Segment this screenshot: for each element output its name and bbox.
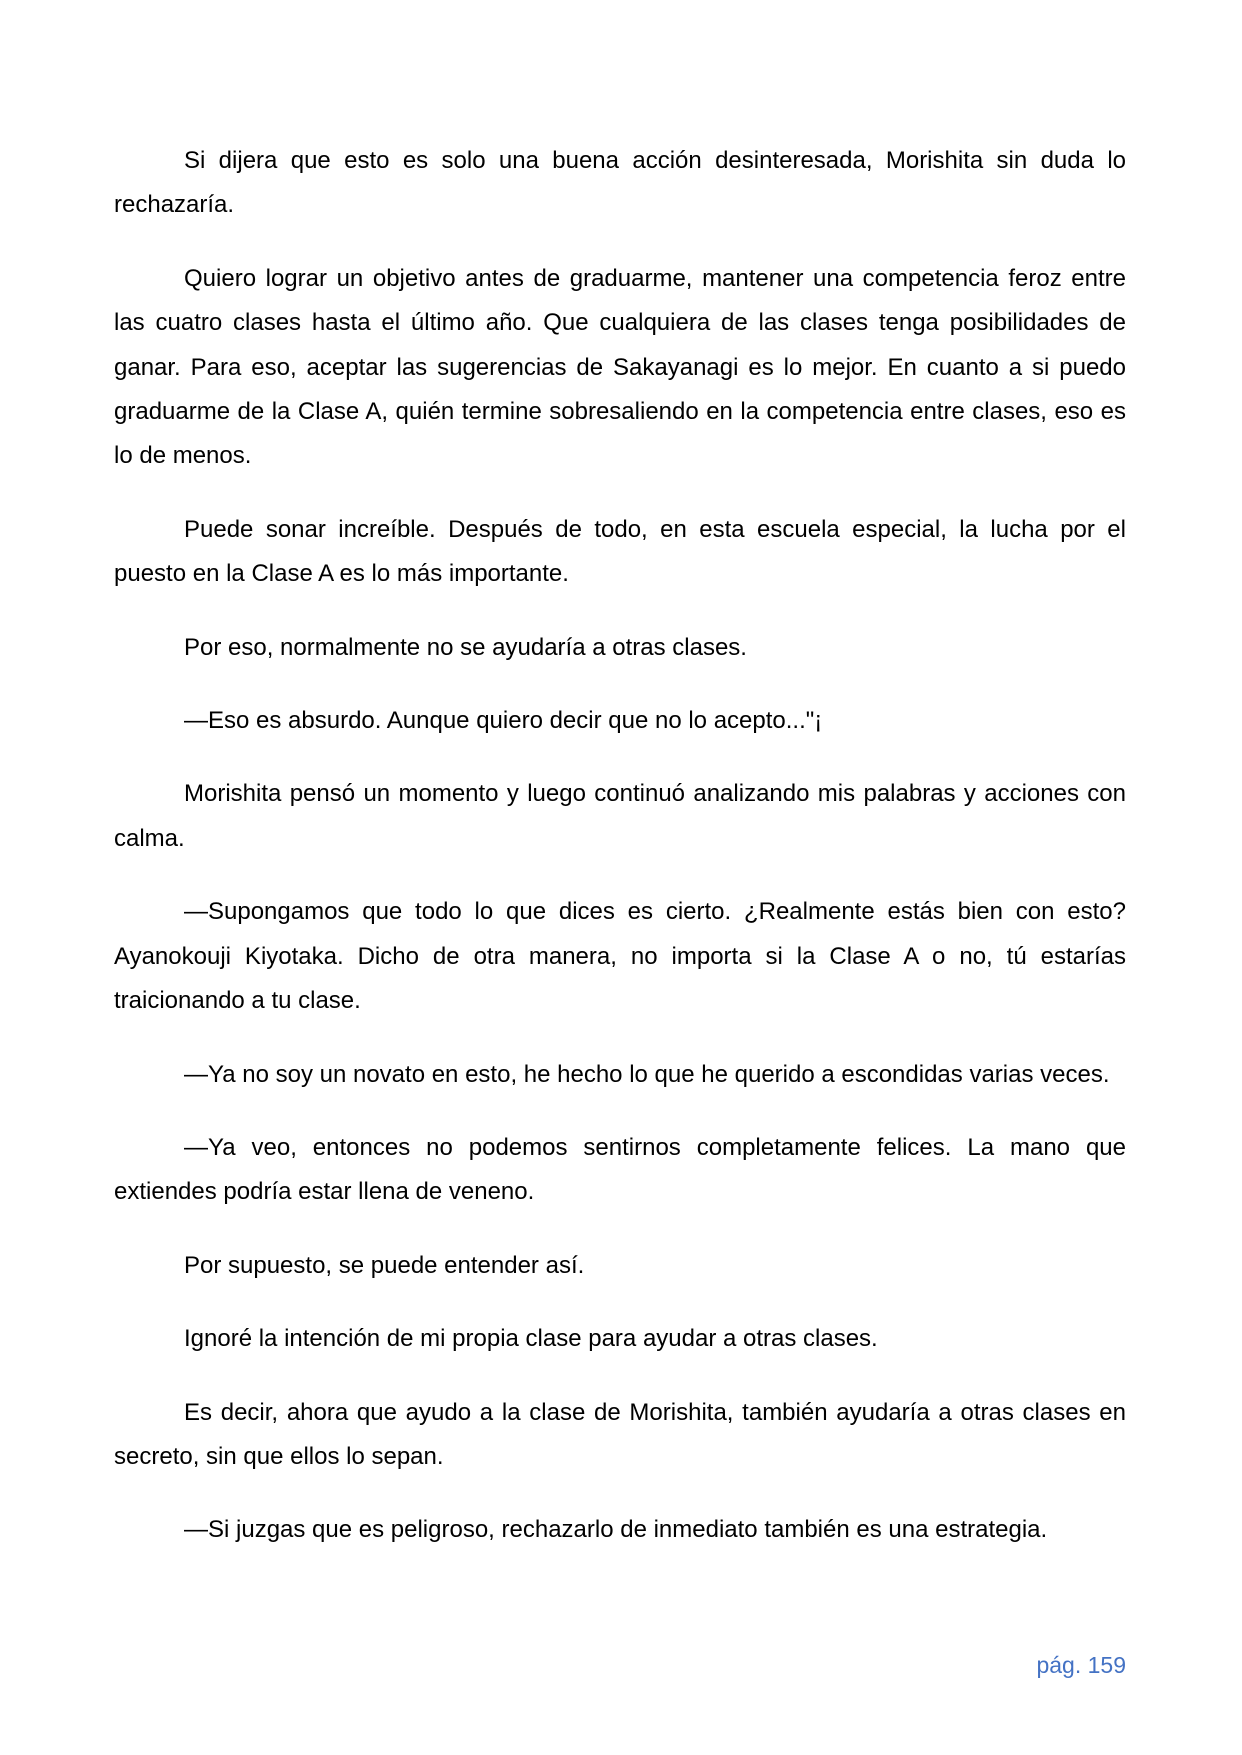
paragraph: Morishita pensó un momento y luego continuó analizando mis palabras y acciones con calma. — [114, 780, 1126, 852]
paragraph: —Eso es absurdo. Aunque quiero decir que no lo acepto..."¡ — [184, 707, 823, 735]
paragraph: Por supuesto, se puede entender así. — [184, 1251, 585, 1279]
paragraph: —Ya veo, entonces no podemos sentirnos completamente felices. La mano que extiendes podría estar llena de veneno. — [114, 1133, 1126, 1206]
paragraph: Por eso, normalmente no se ayudaría a otras clases. — [184, 633, 747, 661]
body-text — [114, 139, 1126, 1582]
paragraph: —Si juzgas que es peligroso, rechazarlo de inmediato también es una estrategia. — [184, 1516, 1048, 1544]
paragraph: Quiero lograr un objetivo antes de graduarme, mantener una competencia feroz entre las cuatro clases hasta el último año. Que cualquiera de las clases tenga posibilidades de ganar. Para eso, aceptar las sugerencias de Sakayanagi es lo mejor. En cuanto a si puedo graduarme de la Clase A, quién termine sobresaliendo en la competencia entre clases, eso es lo de menos. — [114, 264, 1126, 470]
paragraph: Si dijera que esto es solo una buena acción desinteresada, Morishita sin duda lo rechazaría. — [114, 147, 1126, 219]
paragraph: Es decir, ahora que ayudo a la clase de Morishita, también ayudaría a otras clases en secreto, sin que ellos lo sepan. — [114, 1398, 1126, 1470]
page-number: pág. 159 — [1036, 1652, 1126, 1678]
paragraph: —Supongamos que todo lo que dices es cierto. ¿Realmente estás bien con esto? Ayanokouji Kiyotaka. Dicho de otra manera, no importa si la Clase A o no, tú estarías traicionando a tu clase. — [114, 898, 1126, 1015]
paragraph: Puede sonar increíble. Después de todo, en esta escuela especial, la lucha por el puesto en la Clase A es lo más importante. — [114, 515, 1126, 588]
paragraph: Ignoré la intención de mi propia clase para ayudar a otras clases. — [184, 1325, 878, 1353]
paragraph: —Ya no soy un novato en esto, he hecho lo que he querido a escondidas varias veces. — [184, 1060, 1110, 1088]
